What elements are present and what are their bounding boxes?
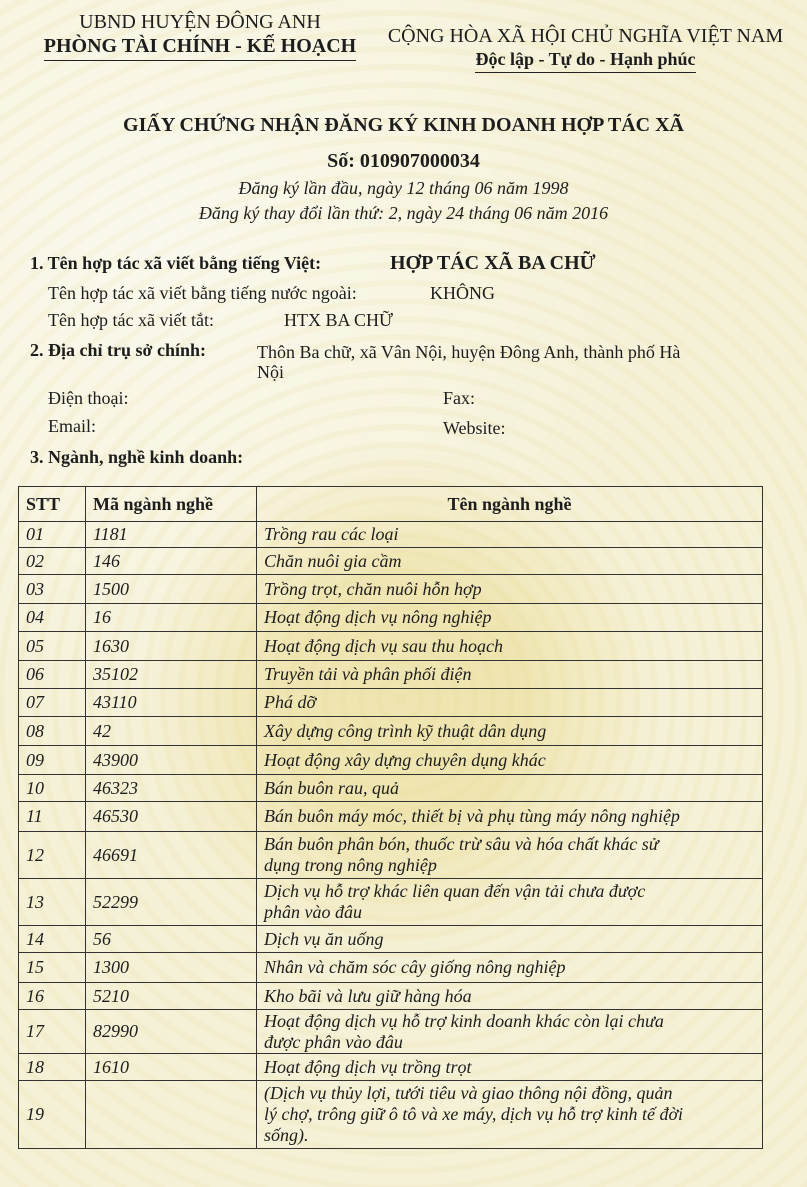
table-row <box>19 1010 763 1054</box>
row-stt: 07 <box>19 689 86 717</box>
table-row <box>19 746 763 775</box>
row-code: 1181 <box>86 522 257 548</box>
row-name-line: Hoạt động dịch vụ nông nghiệp <box>264 607 492 627</box>
row-name-line: sống). <box>264 1125 309 1145</box>
table-row <box>19 632 763 661</box>
row-name <box>257 1054 763 1081</box>
row-name <box>257 1081 763 1149</box>
row-name <box>257 832 763 879</box>
row-name-line: được phân vào đâu <box>264 1031 403 1052</box>
row-name <box>257 717 763 746</box>
row-stt: 05 <box>19 632 86 661</box>
row-name-line: Dịch vụ hỗ trợ khác liên quan đến vận tải chưa được <box>264 881 646 901</box>
row-name-line: Nhân và chăm sóc cây giống nông nghiệp <box>264 957 566 977</box>
issuer-line1: UBND HUYỆN ĐÔNG ANH <box>79 11 321 33</box>
table-row <box>19 926 763 953</box>
row-name <box>257 953 763 983</box>
column-code: Mã ngành nghề <box>86 487 257 522</box>
row-name <box>257 604 763 632</box>
row-code: 82990 <box>86 1010 257 1054</box>
address-line1: Thôn Ba chữ, xã Vân Nội, huyện Đông Anh, thành phố Hà <box>257 342 681 362</box>
row-stt: 08 <box>19 717 86 746</box>
row-name-line: Bán buôn máy móc, thiết bị và phụ tùng máy nông nghiệp <box>264 806 680 826</box>
row-stt: 13 <box>19 879 86 926</box>
row-name-line: Bán buôn rau, quả <box>264 777 399 798</box>
row-code: 1300 <box>86 953 257 983</box>
address-line2: Nội <box>257 362 284 382</box>
row-stt: 01 <box>19 522 86 548</box>
national-motto: Độc lập - Tự do - Hạnh phúc <box>475 48 695 73</box>
row-code <box>86 1081 257 1149</box>
row-stt: 12 <box>19 832 86 879</box>
table-row <box>19 879 763 926</box>
table-row <box>19 717 763 746</box>
change-registration-date: Đăng ký thay đổi lần thứ: 2, ngày 24 tháng 06 năm 2016 <box>198 203 609 223</box>
row-code: 1610 <box>86 1054 257 1081</box>
national-header <box>374 24 797 73</box>
table-row <box>19 604 763 632</box>
table-row <box>19 548 763 575</box>
row-code: 46530 <box>86 802 257 832</box>
row-name <box>257 548 763 575</box>
row-name-line: lý chợ, trông giữ ô tô và xe máy, dịch vụ hỗ trợ kinh tế đời <box>264 1104 684 1124</box>
row-stt: 15 <box>19 953 86 983</box>
table-row <box>19 983 763 1010</box>
row-name <box>257 632 763 661</box>
row-code: 1500 <box>86 575 257 604</box>
document-title: GIẤY CHỨNG NHẬN ĐĂNG KÝ KINH DOANH HỢP TÁC XÃ <box>123 114 684 136</box>
foreign-name-label: Tên hợp tác xã viết bằng tiếng nước ngoài: <box>48 283 357 303</box>
row-name <box>257 775 763 802</box>
row-name <box>257 983 763 1010</box>
table-row <box>19 661 763 689</box>
table-row <box>19 689 763 717</box>
row-name <box>257 689 763 717</box>
row-name-line: Kho bãi và lưu giữ hàng hóa <box>264 985 472 1006</box>
section2-label: 2. Địa chỉ trụ sở chính: <box>30 340 206 360</box>
row-name-line: Hoạt động dịch vụ sau thu hoạch <box>264 635 503 656</box>
row-name-line: Hoạt động dịch vụ hỗ trợ kinh doanh khác còn lại chưa <box>264 1010 664 1031</box>
row-name <box>257 522 763 548</box>
row-stt: 14 <box>19 926 86 953</box>
table-row <box>19 1081 763 1149</box>
row-code: 42 <box>86 717 257 746</box>
row-name-line: dụng trong nông nghiệp <box>264 855 437 875</box>
row-name-line: Hoạt động dịch vụ trồng trọt <box>264 1056 472 1077</box>
row-code: 146 <box>86 548 257 575</box>
row-stt: 04 <box>19 604 86 632</box>
table-row <box>19 575 763 604</box>
row-name-line: Xây dựng công trình kỹ thuật dân dụng <box>264 720 547 741</box>
row-name-line: Chăn nuôi gia cầm <box>264 550 402 571</box>
row-name <box>257 1010 763 1054</box>
table-row <box>19 832 763 879</box>
row-name-line: Dịch vụ ăn uống <box>264 928 384 949</box>
row-code: 43110 <box>86 689 257 717</box>
foreign-name-value: KHÔNG <box>430 283 495 303</box>
row-code: 46691 <box>86 832 257 879</box>
row-stt: 18 <box>19 1054 86 1081</box>
column-stt: STT <box>19 487 86 522</box>
section1-label: 1. Tên hợp tác xã viết bằng tiếng Việt: <box>30 253 322 273</box>
row-code: 52299 <box>86 879 257 926</box>
row-name-line: Phá dỡ <box>264 692 317 712</box>
coop-name: HỢP TÁC XÃ BA CHỮ <box>390 252 596 274</box>
column-name: Tên ngành nghề <box>257 487 763 522</box>
website-label: Website: <box>443 418 506 438</box>
row-name-line: Hoạt động xây dựng chuyên dụng khác <box>264 749 546 770</box>
row-name <box>257 926 763 953</box>
row-name <box>257 661 763 689</box>
fax-label: Fax: <box>443 388 476 408</box>
row-name-line: Bán buôn phân bón, thuốc trừ sâu và hóa chất khác sử <box>264 834 659 854</box>
business-lines-table <box>18 486 763 1149</box>
table-row <box>19 953 763 983</box>
table-header-row <box>19 487 763 522</box>
table-row <box>19 802 763 832</box>
row-name-line: phân vào đâu <box>264 902 362 922</box>
row-name-line: Truyền tải và phân phối điện <box>264 664 472 684</box>
row-stt: 02 <box>19 548 86 575</box>
issuer-line2: PHÒNG TÀI CHÍNH - KẾ HOẠCH <box>44 34 356 61</box>
row-name-line: (Dịch vụ thủy lợi, tưới tiêu và giao thông nội đồng, quản <box>264 1083 673 1103</box>
table-row <box>19 1054 763 1081</box>
row-stt: 19 <box>19 1081 86 1149</box>
row-code: 1630 <box>86 632 257 661</box>
document-number: Số: 010907000034 <box>327 150 480 172</box>
row-stt: 10 <box>19 775 86 802</box>
table-row <box>19 775 763 802</box>
row-stt: 09 <box>19 746 86 775</box>
row-stt: 06 <box>19 661 86 689</box>
row-code: 56 <box>86 926 257 953</box>
issuer-header <box>40 10 360 61</box>
row-code: 35102 <box>86 661 257 689</box>
short-name-label: Tên hợp tác xã viết tắt: <box>48 310 214 330</box>
phone-label: Điện thoại: <box>48 388 129 408</box>
row-name-line: Trồng rau các loại <box>264 524 399 544</box>
email-label: Email: <box>48 416 96 436</box>
row-name-line: Trồng trọt, chăn nuôi hỗn hợp <box>264 578 482 599</box>
short-name-value: HTX BA CHỮ <box>284 310 393 330</box>
row-stt: 11 <box>19 802 86 832</box>
first-registration-date: Đăng ký lần đầu, ngày 12 tháng 06 năm 1998 <box>238 178 569 198</box>
row-stt: 17 <box>19 1010 86 1054</box>
row-code: 43900 <box>86 746 257 775</box>
row-name <box>257 879 763 926</box>
row-name <box>257 802 763 832</box>
row-stt: 16 <box>19 983 86 1010</box>
row-code: 46323 <box>86 775 257 802</box>
national-title: CỘNG HÒA XÃ HỘI CHỦ NGHĨA VIỆT NAM <box>387 25 784 47</box>
row-stt: 03 <box>19 575 86 604</box>
section3-label: 3. Ngành, nghề kinh doanh: <box>30 447 244 467</box>
row-code: 16 <box>86 604 257 632</box>
table-row <box>19 522 763 548</box>
row-code: 5210 <box>86 983 257 1010</box>
row-name <box>257 575 763 604</box>
row-name <box>257 746 763 775</box>
